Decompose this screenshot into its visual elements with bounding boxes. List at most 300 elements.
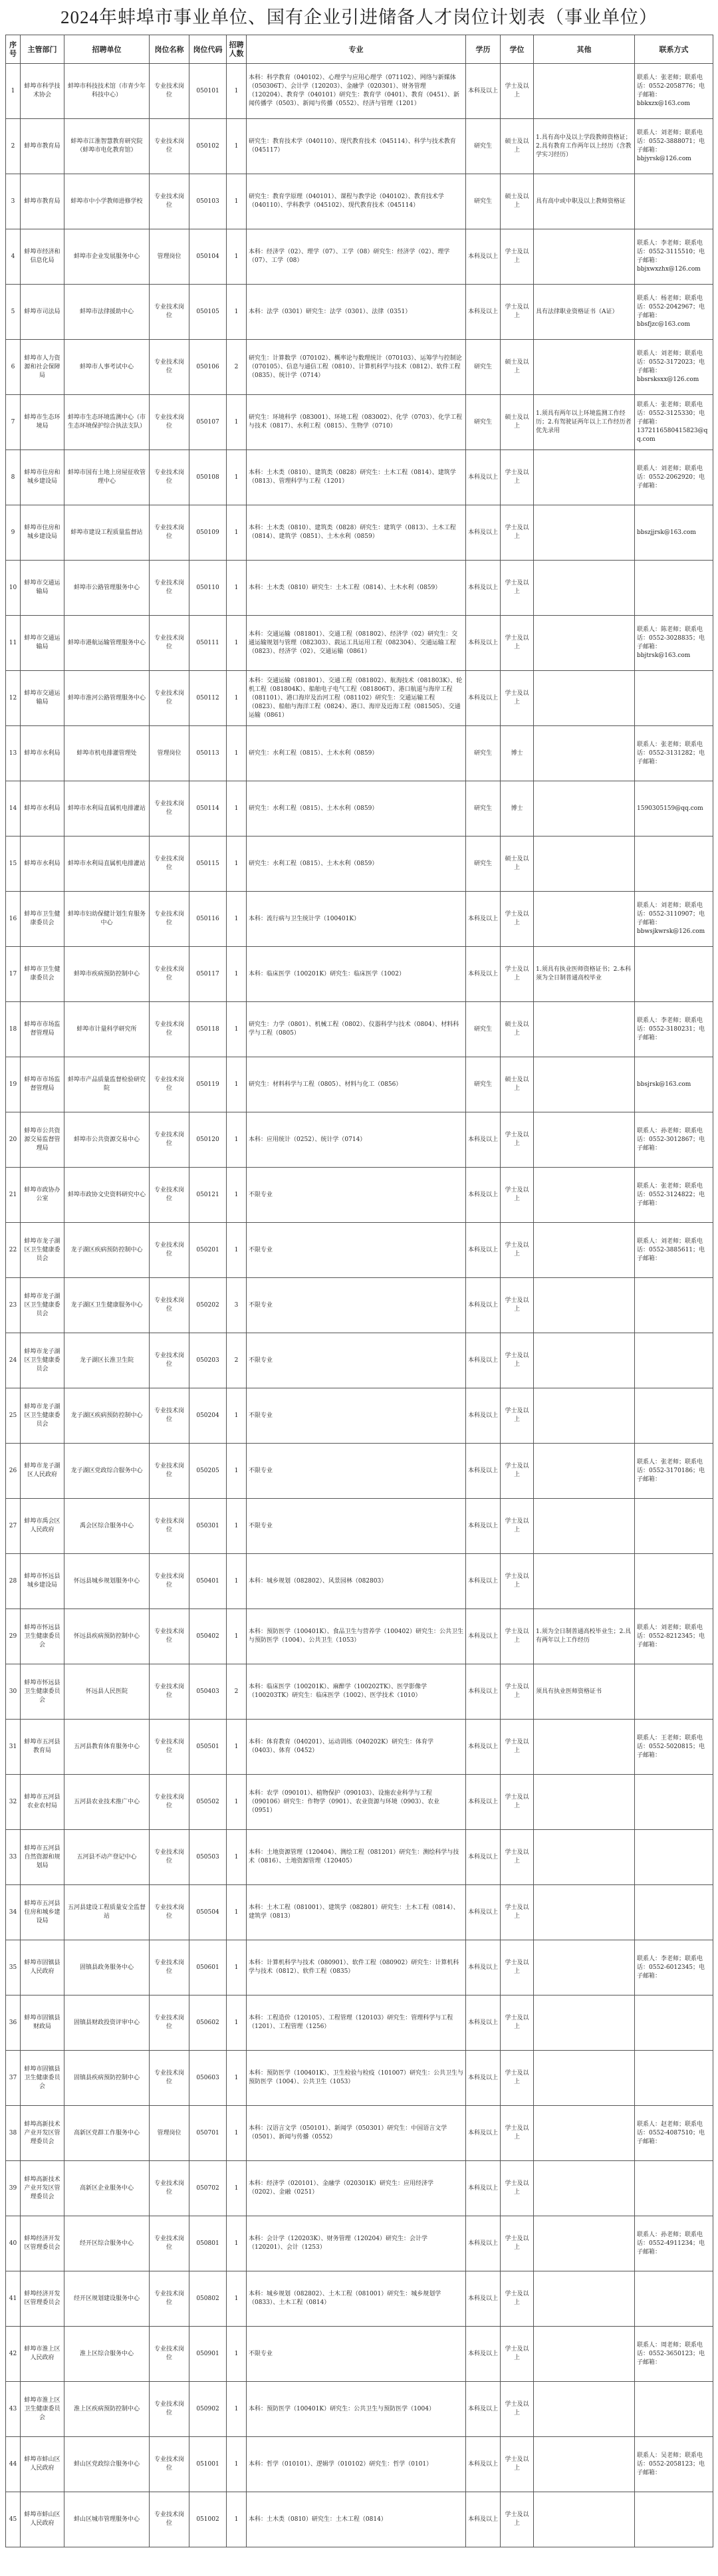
cell-education: 本科及以上 bbox=[466, 2106, 501, 2161]
cell-degree: 学士及以上 bbox=[501, 2106, 534, 2161]
cell-position: 专业技术岗位 bbox=[150, 2271, 189, 2327]
cell-seq: 7 bbox=[6, 395, 21, 450]
cell-dept: 蚌埠高新技术产业开发区管理委员会 bbox=[21, 2161, 64, 2216]
cell-contact bbox=[635, 174, 713, 229]
cell-contact bbox=[635, 1333, 713, 1388]
cell-education: 本科及以上 bbox=[466, 1775, 501, 1830]
cell-seq: 8 bbox=[6, 450, 21, 505]
cell-position: 专业技术岗位 bbox=[150, 1554, 189, 1609]
cell-count: 1 bbox=[227, 1940, 247, 1996]
cell-unit: 固镇县财政投资评审中心 bbox=[64, 1996, 150, 2051]
cell-contact bbox=[635, 2161, 713, 2216]
cell-major: 不限专业 bbox=[247, 1278, 466, 1333]
cell-code: 050120 bbox=[189, 1112, 227, 1168]
cell-count: 1 bbox=[227, 174, 247, 229]
cell-degree: 学士及以上 bbox=[501, 1940, 534, 1996]
table-row bbox=[6, 1112, 713, 1168]
cell-contact bbox=[635, 1664, 713, 1720]
cell-count: 1 bbox=[227, 450, 247, 505]
cell-degree: 学士及以上 bbox=[501, 892, 534, 947]
cell-unit: 蚌埠市江淮智慧教育研究院（蚌埠市电化教育馆） bbox=[64, 119, 150, 174]
cell-count: 1 bbox=[227, 2051, 247, 2106]
cell-degree: 硕士及以上 bbox=[501, 340, 534, 395]
cell-major: 本科：土木工程（081001）、建筑学（082801）研究生：土木工程（0814）、建筑学（0813） bbox=[247, 1885, 466, 1940]
cell-education: 本科及以上 bbox=[466, 229, 501, 285]
cell-code: 050113 bbox=[189, 726, 227, 781]
table-row bbox=[6, 1830, 713, 1885]
cell-seq: 33 bbox=[6, 1830, 21, 1885]
cell-code: 051001 bbox=[189, 2437, 227, 2492]
cell-seq: 38 bbox=[6, 2106, 21, 2161]
cell-education: 研究生 bbox=[466, 174, 501, 229]
cell-major: 研究生：水利工程（0815）、土木水利（0859） bbox=[247, 837, 466, 892]
cell-education: 本科及以上 bbox=[466, 64, 501, 119]
table-row bbox=[6, 119, 713, 174]
cell-other bbox=[534, 671, 635, 726]
cell-code: 050501 bbox=[189, 1720, 227, 1775]
cell-other bbox=[534, 2271, 635, 2327]
cell-unit: 高新区党群工作服务中心 bbox=[64, 2106, 150, 2161]
cell-contact: 联系人：赵老师；联系电话：0552-4087510；电子邮箱： bbox=[635, 2106, 713, 2161]
cell-count: 1 bbox=[227, 2382, 247, 2437]
cell-contact: bbsjrsk@163.com bbox=[635, 1057, 713, 1112]
cell-dept: 蚌埠市人力资源和社会保障局 bbox=[21, 340, 64, 395]
table-row bbox=[6, 781, 713, 837]
cell-degree: 学士及以上 bbox=[501, 1333, 534, 1388]
cell-contact bbox=[635, 1885, 713, 1940]
cell-unit: 蚌埠市企业发展服务中心 bbox=[64, 229, 150, 285]
cell-other bbox=[534, 837, 635, 892]
cell-other bbox=[534, 2161, 635, 2216]
cell-dept: 蚌埠经济开发区管理委员会 bbox=[21, 2271, 64, 2327]
cell-degree: 学士及以上 bbox=[501, 1664, 534, 1720]
cell-dept: 蚌埠市固镇县卫生健康委员会 bbox=[21, 2051, 64, 2106]
cell-unit: 五河县建设工程质量安全监督站 bbox=[64, 1885, 150, 1940]
cell-dept: 蚌埠高新技术产业开发区管理委员会 bbox=[21, 2106, 64, 2161]
table-row bbox=[6, 1002, 713, 1057]
cell-dept: 蚌埠市教育局 bbox=[21, 119, 64, 174]
cell-other bbox=[534, 892, 635, 947]
cell-contact: bbszjjrsk@163.com bbox=[635, 505, 713, 561]
cell-unit: 经开区综合服务中心 bbox=[64, 2216, 150, 2271]
header-other: 其他 bbox=[534, 35, 635, 64]
cell-degree: 学士及以上 bbox=[501, 1444, 534, 1499]
cell-unit: 怀远县疾病预防控制中心 bbox=[64, 1609, 150, 1664]
cell-dept: 蚌埠市龙子湖区人民政府 bbox=[21, 1444, 64, 1499]
cell-other bbox=[534, 64, 635, 119]
cell-contact: 联系人：王老师；联系电话：0552-5020815；电子邮箱： bbox=[635, 1720, 713, 1775]
cell-seq: 11 bbox=[6, 616, 21, 671]
cell-education: 本科及以上 bbox=[466, 1499, 501, 1554]
cell-contact bbox=[635, 1830, 713, 1885]
cell-seq: 41 bbox=[6, 2271, 21, 2327]
cell-unit: 五河县不动产登记中心 bbox=[64, 1830, 150, 1885]
cell-other bbox=[534, 726, 635, 781]
cell-major: 本科：经济学（020101）、金融学（020301K）研究生：应用经济学（0202）、金融（0251） bbox=[247, 2161, 466, 2216]
cell-education: 研究生 bbox=[466, 1002, 501, 1057]
cell-code: 050114 bbox=[189, 781, 227, 837]
cell-other: 1.具有高中及以上学段教师资格证；2.具有教育工作两年以上经历（含教学实习经历） bbox=[534, 119, 635, 174]
cell-dept: 蚌埠市交通运输局 bbox=[21, 616, 64, 671]
cell-major: 本科：流行病与卫生统计学（100401K） bbox=[247, 892, 466, 947]
cell-code: 050603 bbox=[189, 2051, 227, 2106]
cell-seq: 1 bbox=[6, 64, 21, 119]
cell-unit: 蚌埠市淮河公路管理服务中心 bbox=[64, 671, 150, 726]
cell-count: 3 bbox=[227, 1278, 247, 1333]
cell-position: 专业技术岗位 bbox=[150, 1996, 189, 2051]
table-row bbox=[6, 1775, 713, 1830]
cell-education: 本科及以上 bbox=[466, 1388, 501, 1444]
table-row bbox=[6, 892, 713, 947]
cell-degree: 学士及以上 bbox=[501, 2437, 534, 2492]
cell-position: 专业技术岗位 bbox=[150, 1278, 189, 1333]
table-row bbox=[6, 2216, 713, 2271]
cell-code: 050502 bbox=[189, 1775, 227, 1830]
cell-contact bbox=[635, 1554, 713, 1609]
cell-contact bbox=[635, 671, 713, 726]
table-row bbox=[6, 2437, 713, 2492]
cell-other: 具有高中或中职及以上教师资格证 bbox=[534, 174, 635, 229]
header-degree: 学位 bbox=[501, 35, 534, 64]
cell-position: 管理岗位 bbox=[150, 726, 189, 781]
table-row bbox=[6, 1996, 713, 2051]
cell-degree: 学士及以上 bbox=[501, 1168, 534, 1223]
cell-degree: 学士及以上 bbox=[501, 505, 534, 561]
cell-major: 研究生：水利工程（0815）、土木水利（0859） bbox=[247, 726, 466, 781]
cell-education: 本科及以上 bbox=[466, 561, 501, 616]
cell-count: 1 bbox=[227, 561, 247, 616]
cell-contact bbox=[635, 2051, 713, 2106]
cell-count: 1 bbox=[227, 892, 247, 947]
cell-contact: 联系人：张老师；联系电话：0552-3124822；电子邮箱： bbox=[635, 1168, 713, 1223]
cell-seq: 32 bbox=[6, 1775, 21, 1830]
cell-seq: 30 bbox=[6, 1664, 21, 1720]
cell-contact: 联系人：张老师；联系电话：0552-3170186；电子邮箱： bbox=[635, 1444, 713, 1499]
cell-code: 050104 bbox=[189, 229, 227, 285]
cell-position: 专业技术岗位 bbox=[150, 2382, 189, 2437]
table-row bbox=[6, 2106, 713, 2161]
cell-other bbox=[534, 1720, 635, 1775]
cell-count: 2 bbox=[227, 1333, 247, 1388]
cell-code: 050105 bbox=[189, 285, 227, 340]
table-row bbox=[6, 1168, 713, 1223]
cell-degree: 学士及以上 bbox=[501, 1278, 534, 1333]
cell-seq: 27 bbox=[6, 1499, 21, 1554]
table-row bbox=[6, 561, 713, 616]
cell-degree: 学士及以上 bbox=[501, 285, 534, 340]
cell-contact: 联系人：陈老师；联系电话：0552-3028835；电子邮箱：bbjtrsk@163.com bbox=[635, 616, 713, 671]
cell-other bbox=[534, 1830, 635, 1885]
cell-dept: 蚌埠市科学技术协会 bbox=[21, 64, 64, 119]
recruitment-table-wrapper bbox=[5, 35, 713, 2547]
cell-degree: 学士及以上 bbox=[501, 947, 534, 1002]
cell-contact: 联系人：刘老师；联系电话：0552-3885611；电子邮箱： bbox=[635, 1223, 713, 1278]
cell-dept: 蚌埠市交通运输局 bbox=[21, 561, 64, 616]
cell-code: 050116 bbox=[189, 892, 227, 947]
cell-major: 本科：农学（090101）、植物保护（090103）、设施农业科学与工程（090106）研究生：作物学（0901）、农业资源与环境（0903）、农业（0951） bbox=[247, 1775, 466, 1830]
cell-degree: 学士及以上 bbox=[501, 450, 534, 505]
cell-position: 专业技术岗位 bbox=[150, 2216, 189, 2271]
cell-other bbox=[534, 1996, 635, 2051]
cell-education: 研究生 bbox=[466, 340, 501, 395]
table-row bbox=[6, 2492, 713, 2547]
cell-count: 1 bbox=[227, 1388, 247, 1444]
cell-degree: 学士及以上 bbox=[501, 2051, 534, 2106]
cell-count: 1 bbox=[227, 1609, 247, 1664]
cell-other: 1.须为全日制普通高校毕业生；2.具有两年以上工作经历 bbox=[534, 1609, 635, 1664]
table-row bbox=[6, 1609, 713, 1664]
cell-dept: 蚌埠市政协办公室 bbox=[21, 1168, 64, 1223]
cell-dept: 蚌埠市五河县农业农村局 bbox=[21, 1775, 64, 1830]
cell-count: 1 bbox=[227, 119, 247, 174]
cell-unit: 淮上区综合服务中心 bbox=[64, 2327, 150, 2382]
cell-unit: 蚌埠市中小学教师进修学校 bbox=[64, 174, 150, 229]
table-row bbox=[6, 1554, 713, 1609]
table-row bbox=[6, 2271, 713, 2327]
cell-degree: 学士及以上 bbox=[501, 2161, 534, 2216]
cell-major: 不限专业 bbox=[247, 1444, 466, 1499]
cell-education: 本科及以上 bbox=[466, 1223, 501, 1278]
cell-education: 本科及以上 bbox=[466, 1664, 501, 1720]
recruitment-table bbox=[5, 35, 713, 2547]
cell-education: 本科及以上 bbox=[466, 1168, 501, 1223]
cell-other bbox=[534, 1388, 635, 1444]
cell-degree: 学士及以上 bbox=[501, 1775, 534, 1830]
table-row bbox=[6, 2161, 713, 2216]
cell-education: 研究生 bbox=[466, 395, 501, 450]
cell-education: 本科及以上 bbox=[466, 2492, 501, 2547]
cell-position: 专业技术岗位 bbox=[150, 671, 189, 726]
cell-unit: 蚌埠市水利局直属机电排灌站 bbox=[64, 837, 150, 892]
cell-education: 本科及以上 bbox=[466, 450, 501, 505]
cell-seq: 20 bbox=[6, 1112, 21, 1168]
table-row bbox=[6, 1499, 713, 1554]
cell-position: 专业技术岗位 bbox=[150, 2161, 189, 2216]
cell-other bbox=[534, 1057, 635, 1112]
cell-major: 不限专业 bbox=[247, 1499, 466, 1554]
cell-unit: 蚌埠市水利局直属机电排灌站 bbox=[64, 781, 150, 837]
cell-major: 本科：土地资源管理（120404）、测绘工程（081201）研究生：测绘科学与技术（0816）、土地资源管理（120405） bbox=[247, 1830, 466, 1885]
cell-major: 本科：应用统计（0252）、统计学（0714） bbox=[247, 1112, 466, 1168]
cell-seq: 26 bbox=[6, 1444, 21, 1499]
cell-dept: 蚌埠市水利局 bbox=[21, 837, 64, 892]
cell-education: 本科及以上 bbox=[466, 1885, 501, 1940]
cell-position: 专业技术岗位 bbox=[150, 1940, 189, 1996]
cell-code: 050901 bbox=[189, 2327, 227, 2382]
cell-position: 专业技术岗位 bbox=[150, 119, 189, 174]
cell-position: 专业技术岗位 bbox=[150, 2327, 189, 2382]
cell-position: 专业技术岗位 bbox=[150, 1609, 189, 1664]
cell-major: 本科：土木类（0810）研究生：土木工程（0814）、土木水利（0859） bbox=[247, 561, 466, 616]
cell-major: 不限专业 bbox=[247, 1168, 466, 1223]
cell-other bbox=[534, 1885, 635, 1940]
cell-other bbox=[534, 2051, 635, 2106]
cell-contact: 1590305159@qq.com bbox=[635, 781, 713, 837]
cell-count: 1 bbox=[227, 1554, 247, 1609]
cell-education: 研究生 bbox=[466, 726, 501, 781]
page-title: 2024年蚌埠市事业单位、国有企业引进储备人才岗位计划表（事业单位） bbox=[60, 7, 658, 27]
cell-unit: 蚌山区党政综合服务中心 bbox=[64, 2437, 150, 2492]
cell-code: 050203 bbox=[189, 1333, 227, 1388]
cell-other: 1.须具有执业医师资格证书；2.本科须为全日制普通高校毕业 bbox=[534, 947, 635, 1002]
cell-contact bbox=[635, 2382, 713, 2437]
cell-position: 专业技术岗位 bbox=[150, 1223, 189, 1278]
table-row bbox=[6, 1057, 713, 1112]
cell-major: 本科：哲学（010101）、逻辑学（010102）研究生：哲学（0101） bbox=[247, 2437, 466, 2492]
header-major: 专业 bbox=[247, 35, 466, 64]
cell-dept: 蚌埠市淮上区人民政府 bbox=[21, 2327, 64, 2382]
cell-seq: 42 bbox=[6, 2327, 21, 2382]
cell-contact: 联系人：李老师；联系电话：0552-6012345；电子邮箱： bbox=[635, 1940, 713, 1996]
cell-position: 专业技术岗位 bbox=[150, 1720, 189, 1775]
cell-position: 专业技术岗位 bbox=[150, 395, 189, 450]
cell-other bbox=[534, 616, 635, 671]
cell-code: 051002 bbox=[189, 2492, 227, 2547]
cell-count: 1 bbox=[227, 947, 247, 1002]
cell-position: 专业技术岗位 bbox=[150, 2051, 189, 2106]
cell-unit: 龙子湖区党政综合服务中心 bbox=[64, 1444, 150, 1499]
cell-degree: 学士及以上 bbox=[501, 561, 534, 616]
cell-dept: 蚌埠市禹会区人民政府 bbox=[21, 1499, 64, 1554]
cell-position: 专业技术岗位 bbox=[150, 781, 189, 837]
cell-position: 专业技术岗位 bbox=[150, 616, 189, 671]
cell-position: 专业技术岗位 bbox=[150, 1664, 189, 1720]
cell-dept: 蚌埠市水利局 bbox=[21, 781, 64, 837]
cell-degree: 硕士及以上 bbox=[501, 119, 534, 174]
cell-unit: 蚌埠市政协文史资料研究中心 bbox=[64, 1168, 150, 1223]
cell-count: 1 bbox=[227, 1002, 247, 1057]
cell-other bbox=[534, 1444, 635, 1499]
cell-dept: 蚌埠市公共资源交易监督管理局 bbox=[21, 1112, 64, 1168]
cell-degree: 硕士及以上 bbox=[501, 1057, 534, 1112]
cell-count: 1 bbox=[227, 1720, 247, 1775]
header-contact: 联系方式 bbox=[635, 35, 713, 64]
cell-other bbox=[534, 2492, 635, 2547]
cell-dept: 蚌埠市怀远县卫生健康委员会 bbox=[21, 1609, 64, 1664]
cell-seq: 36 bbox=[6, 1996, 21, 2051]
cell-other bbox=[534, 2327, 635, 2382]
cell-count: 1 bbox=[227, 837, 247, 892]
cell-major: 本科：会计学（120203K）、财务管理（120204）研究生：会计学（120201）、会计（1253） bbox=[247, 2216, 466, 2271]
cell-unit: 固镇县政务服务中心 bbox=[64, 1940, 150, 1996]
cell-count: 1 bbox=[227, 2271, 247, 2327]
table-row bbox=[6, 947, 713, 1002]
cell-code: 050204 bbox=[189, 1388, 227, 1444]
cell-code: 050111 bbox=[189, 616, 227, 671]
cell-contact: 联系人：刘老师；联系电话：0552-2062920；电子邮箱： bbox=[635, 450, 713, 505]
cell-seq: 28 bbox=[6, 1554, 21, 1609]
cell-seq: 31 bbox=[6, 1720, 21, 1775]
cell-position: 专业技术岗位 bbox=[150, 1333, 189, 1388]
cell-unit: 龙子湖区疾病预防控制中心 bbox=[64, 1223, 150, 1278]
cell-code: 050503 bbox=[189, 1830, 227, 1885]
cell-seq: 43 bbox=[6, 2382, 21, 2437]
cell-degree: 学士及以上 bbox=[501, 1885, 534, 1940]
cell-position: 专业技术岗位 bbox=[150, 1057, 189, 1112]
cell-count: 1 bbox=[227, 1499, 247, 1554]
cell-contact: 联系人：孙老师；联系电话：0552-4911234；电子邮箱： bbox=[635, 2216, 713, 2271]
cell-unit: 蚌山区城市管理服务中心 bbox=[64, 2492, 150, 2547]
cell-seq: 44 bbox=[6, 2437, 21, 2492]
cell-education: 本科及以上 bbox=[466, 616, 501, 671]
cell-education: 本科及以上 bbox=[466, 2327, 501, 2382]
cell-contact: 联系人：李老师；联系电话：0552-3115510；电子邮箱：bbjxwxzhx@126.com bbox=[635, 229, 713, 285]
cell-major: 本科：科学教育（040102）、心理学与应用心理学（071102）、网络与新媒体（050306T）、会计学（120203）、金融学（020301）、财务管理（120204）、教育学（040101）研究生：教育学（0401）、教育（0451）、新闻传播学（0503）、新闻与传播（0552）、经济与管理（1201） bbox=[247, 64, 466, 119]
cell-major: 本科：城乡规划（082802）、土木工程（081001）研究生：城乡规划学（0833）、土木工程（0814） bbox=[247, 2271, 466, 2327]
cell-seq: 29 bbox=[6, 1609, 21, 1664]
cell-count: 2 bbox=[227, 340, 247, 395]
cell-code: 050109 bbox=[189, 505, 227, 561]
table-row bbox=[6, 837, 713, 892]
cell-unit: 蚌埠市生态环境监测中心（市生态环境保护综合执法支队） bbox=[64, 395, 150, 450]
table-row bbox=[6, 2051, 713, 2106]
cell-dept: 蚌埠市司法局 bbox=[21, 285, 64, 340]
cell-seq: 9 bbox=[6, 505, 21, 561]
cell-degree: 学士及以上 bbox=[501, 1554, 534, 1609]
cell-dept: 蚌埠市卫生健康委员会 bbox=[21, 892, 64, 947]
cell-seq: 24 bbox=[6, 1333, 21, 1388]
table-row bbox=[6, 340, 713, 395]
cell-degree: 学士及以上 bbox=[501, 229, 534, 285]
cell-major: 本科：土木类（0810）、建筑类（0828）研究生：土木工程（0814）、建筑学（0813）、管理科学与工程（1201） bbox=[247, 450, 466, 505]
cell-unit: 蚌埠市人事考试中心 bbox=[64, 340, 150, 395]
cell-degree: 硕士及以上 bbox=[501, 1002, 534, 1057]
cell-major: 不限专业 bbox=[247, 2327, 466, 2382]
cell-dept: 蚌埠市生态环境局 bbox=[21, 395, 64, 450]
cell-major: 本科：交通运输（081801）、交通工程（081802）、经济学（02）研究生：交通运输规划与管理（082303）、载运工具运用工程（082304）、交通运输工程（0823）、经济学（02）、交通运输（0861） bbox=[247, 616, 466, 671]
cell-code: 050102 bbox=[189, 119, 227, 174]
cell-seq: 16 bbox=[6, 892, 21, 947]
cell-major: 本科：预防医学（100401K）、卫生检验与检疫（101007）研究生：公共卫生与预防医学（1004）、公共卫生（1053） bbox=[247, 2051, 466, 2106]
cell-education: 本科及以上 bbox=[466, 1278, 501, 1333]
cell-position: 专业技术岗位 bbox=[150, 174, 189, 229]
cell-unit: 五河县农业技术推广中心 bbox=[64, 1775, 150, 1830]
cell-dept: 蚌埠市淮上区卫生健康委员会 bbox=[21, 2382, 64, 2437]
cell-contact: 联系人：张老师；联系电话：0552-3131282；电子邮箱： bbox=[635, 726, 713, 781]
cell-code: 050902 bbox=[189, 2382, 227, 2437]
cell-dept: 蚌埠市卫生健康委员会 bbox=[21, 947, 64, 1002]
cell-count: 1 bbox=[227, 1996, 247, 2051]
cell-unit: 蚌埠市妇幼保健计划生育服务中心 bbox=[64, 892, 150, 947]
cell-education: 本科及以上 bbox=[466, 1720, 501, 1775]
cell-education: 研究生 bbox=[466, 1057, 501, 1112]
cell-unit: 蚌埠市港航运输管理服务中心 bbox=[64, 616, 150, 671]
cell-position: 专业技术岗位 bbox=[150, 1388, 189, 1444]
cell-code: 050118 bbox=[189, 1002, 227, 1057]
cell-position: 专业技术岗位 bbox=[150, 947, 189, 1002]
cell-degree: 学士及以上 bbox=[501, 1830, 534, 1885]
cell-education: 本科及以上 bbox=[466, 1940, 501, 1996]
cell-count: 1 bbox=[227, 285, 247, 340]
cell-other bbox=[534, 1775, 635, 1830]
table-row bbox=[6, 1388, 713, 1444]
cell-major: 本科：土木类（0810）、建筑类（0828）研究生：建筑学（0813）、土木工程（0814）、建筑学（0851）、土木水利（0859） bbox=[247, 505, 466, 561]
cell-unit: 蚌埠市国有土地上房屋征收管理中心 bbox=[64, 450, 150, 505]
cell-dept: 蚌埠市蚌山区人民政府 bbox=[21, 2492, 64, 2547]
cell-degree: 学士及以上 bbox=[501, 1223, 534, 1278]
cell-other bbox=[534, 1554, 635, 1609]
cell-major: 本科：土木类（0810）研究生：土木工程（0814） bbox=[247, 2492, 466, 2547]
cell-unit: 龙子湖区长淮卫生院 bbox=[64, 1333, 150, 1388]
cell-code: 050121 bbox=[189, 1168, 227, 1223]
cell-unit: 蚌埠市机电排灌管理处 bbox=[64, 726, 150, 781]
table-body bbox=[6, 64, 713, 2547]
cell-code: 050401 bbox=[189, 1554, 227, 1609]
cell-degree: 学士及以上 bbox=[501, 616, 534, 671]
cell-seq: 12 bbox=[6, 671, 21, 726]
cell-contact bbox=[635, 1775, 713, 1830]
cell-dept: 蚌埠市教育局 bbox=[21, 174, 64, 229]
